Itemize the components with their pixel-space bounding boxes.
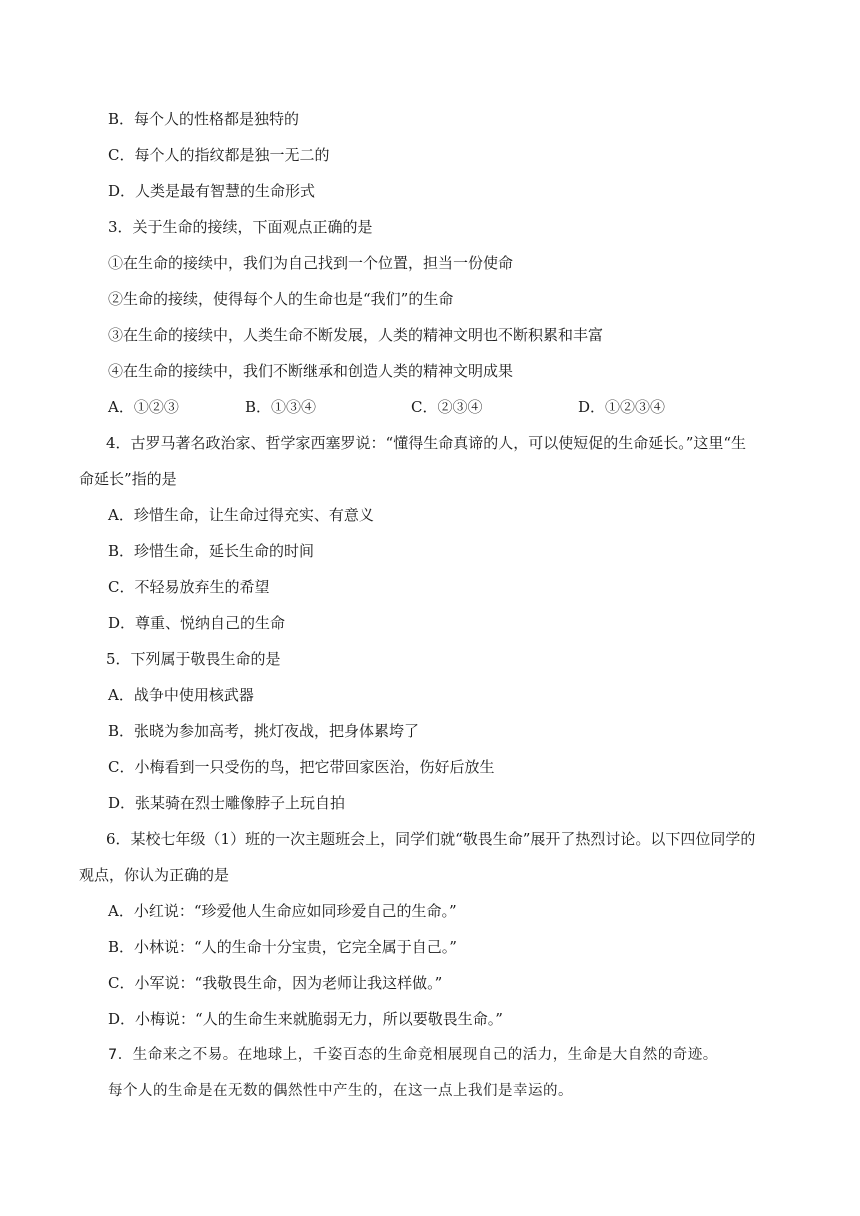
q5-option-b: B．张晓为参加高考，挑灯夜战，把身体累垮了 <box>108 722 420 740</box>
q4-option-a: A．珍惜生命，让生命过得充实、有意义 <box>108 506 374 524</box>
q6-option-b: B．小林说：“人的生命十分宝贵，它完全属于自己。” <box>108 938 457 956</box>
q5-option-a: A．战争中使用核武器 <box>108 686 254 704</box>
q2-option-d: D．人类是最有智慧的生命形式 <box>108 182 316 200</box>
q2-option-b: B．每个人的性格都是独特的 <box>108 110 300 128</box>
q5-option-c: C．小梅看到一只受伤的鸟，把它带回家医治，伤好后放生 <box>108 758 495 776</box>
q6-option-a: A．小红说：“珍爱他人生命应如同珍爱自己的生命。” <box>108 902 457 920</box>
q6-stem-line2: 观点，你认为正确的是 <box>79 866 230 884</box>
q3-item-2: ②生命的接续，使得每个人的生命也是“我们”的生命 <box>108 290 454 308</box>
q3-stem: 3．关于生命的接续，下面观点正确的是 <box>108 218 373 236</box>
q7-line2: 每个人的生命是在无数的偶然性中产生的，在这一点上我们是幸运的。 <box>108 1083 573 1099</box>
q7-line1: 7．生命来之不易。在地球上，千姿百态的生命竞相展现自己的活力，生命是大自然的奇迹。 <box>108 1047 718 1063</box>
q3-item-3: ③在生命的接续中，人类生命不断发展，人类的精神文明也不断积累和丰富 <box>108 326 604 344</box>
q4-stem-line2: 命延长”指的是 <box>79 470 177 488</box>
q3-item-4: ④在生命的接续中，我们不断继承和创造人类的精神文明成果 <box>108 362 514 380</box>
q4-option-c: C．不轻易放弃生的希望 <box>108 578 270 596</box>
q6-option-c: C．小军说：“我敬畏生命，因为老师让我这样做。” <box>108 974 443 992</box>
q2-option-c: C．每个人的指纹都是独一无二的 <box>108 146 330 164</box>
q3-option-d: D．①②③④ <box>578 398 666 416</box>
q6-stem-line1: 6．某校七年级（1）班的一次主题班会上，同学们就“敬畏生命”展开了热烈讨论。以下四位同学的 <box>106 830 756 848</box>
q3-option-c: C．②③④ <box>411 398 483 416</box>
q3-item-1: ①在生命的接续中，我们为自己找到一个位置，担当一份使命 <box>108 254 514 272</box>
q5-option-d: D．张某骑在烈士雕像脖子上玩自拍 <box>108 794 346 812</box>
q3-option-a: A．①②③ <box>108 398 179 416</box>
q3-option-b: B．①③④ <box>245 398 317 416</box>
q4-stem-line1: 4．古罗马著名政治家、哲学家西塞罗说：“懂得生命真谛的人，可以使短促的生命延长。”这里“生 <box>106 434 747 452</box>
q6-option-d: D．小梅说：“人的生命生来就脆弱无力，所以要敬畏生命。” <box>108 1010 503 1028</box>
q3-options-row <box>108 397 708 417</box>
q4-option-b: B．珍惜生命，延长生命的时间 <box>108 542 315 560</box>
q5-stem: 5．下列属于敬畏生命的是 <box>106 650 281 668</box>
q4-option-d: D．尊重、悦纳自己的生命 <box>108 614 286 632</box>
